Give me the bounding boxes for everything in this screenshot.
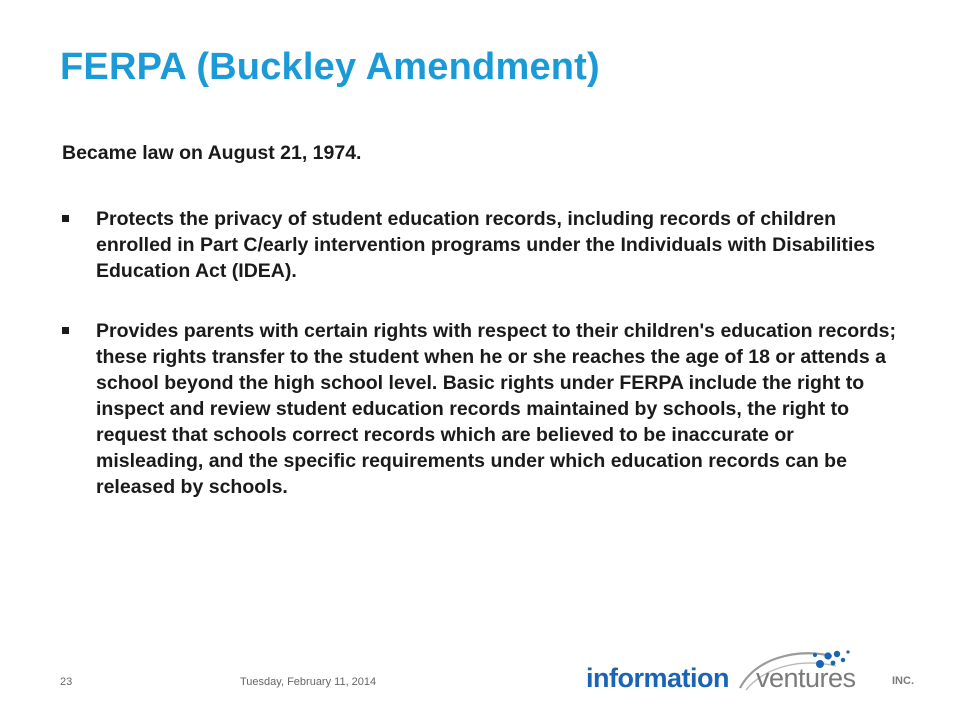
footer-date: Tuesday, February 11, 2014 [240,676,377,688]
company-logo [586,644,926,694]
logo-word-secondary: ventures [756,663,856,693]
bullet-item [62,206,902,284]
bullet-item [62,318,902,500]
intro-text: Became law on August 21, 1974. [62,142,362,164]
logo-suffix: INC. [892,675,914,687]
square-bullet-icon [62,327,69,334]
square-bullet-icon [62,215,69,222]
page-number: 23 [60,676,73,688]
slide-title: FERPA (Buckley Amendment) [60,46,600,88]
bullet-list [62,206,902,534]
logo-word-primary: information [586,663,729,693]
bullet-text: Provides parents with certain rights with respect to their children's education records; these rights transfer to the student when he or she reaches the age of 18 or attends a school beyond the high school level. Basic rights under FERPA include the right to inspect and review student education records maintained by schools, the right to request that schools correct records which are believed to be inaccurate or misleading, and the specific requirements under which education records can be released by schools. [96,320,896,498]
bullet-text: Protects the privacy of student education records, including records of children enrolled in Part C/early intervention programs under the Individuals with Disabilities Education Act (IDEA). [96,208,876,282]
